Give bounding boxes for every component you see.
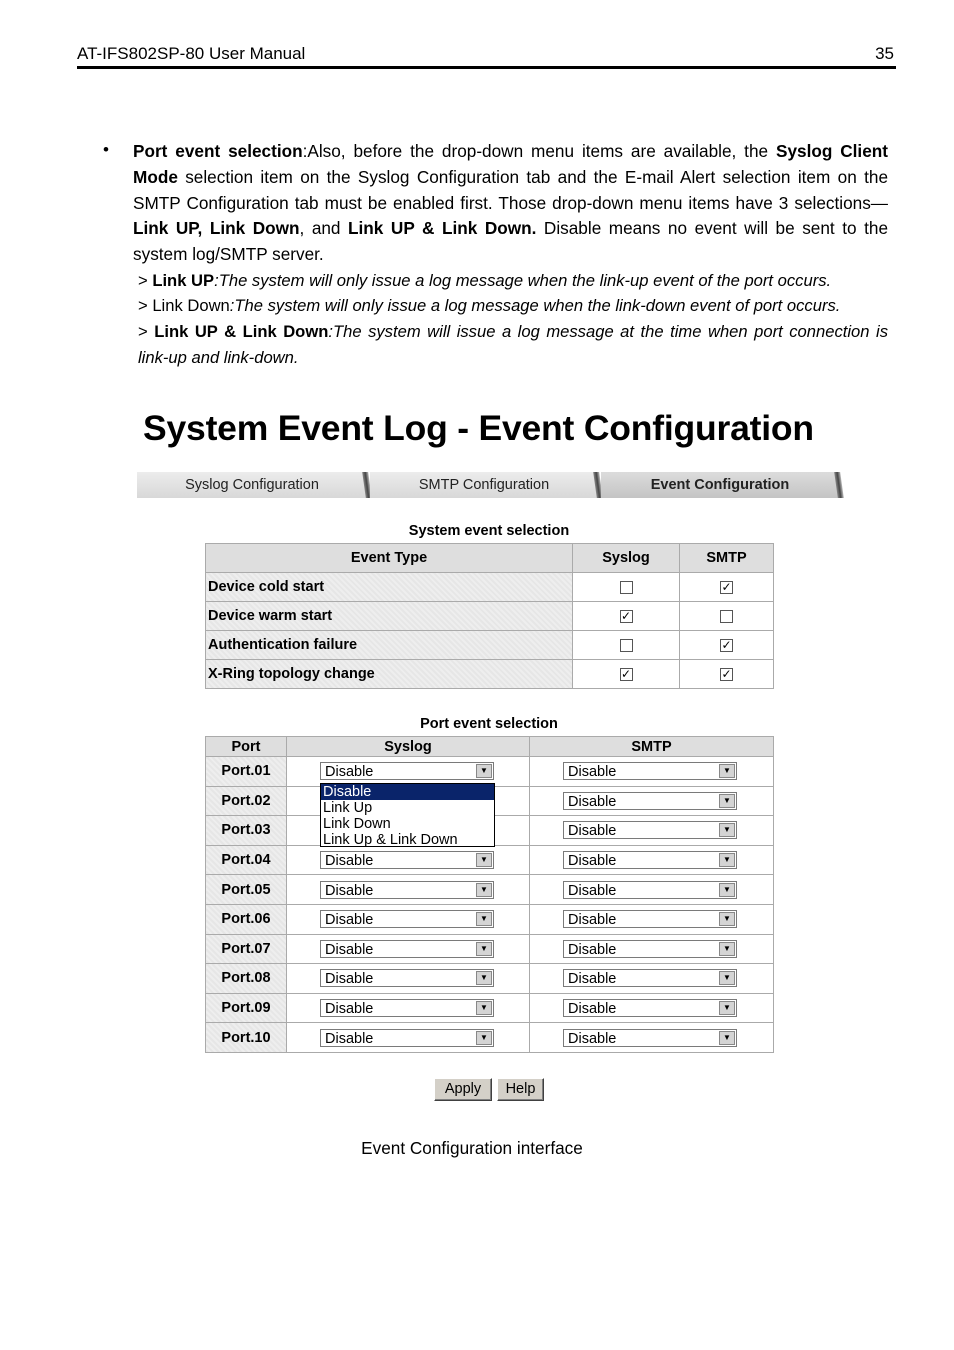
select-value: Disable <box>325 912 374 929</box>
port-row <box>206 875 774 905</box>
check-icon: ✓ <box>620 666 632 681</box>
select-value: Disable <box>568 882 617 899</box>
help-button[interactable]: Help <box>497 1078 544 1101</box>
port-smtp-select[interactable] <box>563 851 737 869</box>
port-smtp-cell <box>530 904 774 934</box>
syslog-checkbox-cell <box>573 573 680 602</box>
port-label: Port.10 <box>206 1023 287 1053</box>
port-label: Port.01 <box>206 757 287 787</box>
port-row <box>206 757 774 787</box>
term-syslog-client-mode: Syslog Client Mode <box>133 141 888 187</box>
header-port-syslog: Syslog <box>287 737 530 757</box>
system-event-row <box>206 631 774 660</box>
check-icon: ✓ <box>721 666 732 681</box>
port-event-caption: Port event selection <box>420 716 558 732</box>
select-value: Disable <box>325 1030 374 1047</box>
select-value: Disable <box>568 764 617 781</box>
event-type-label: Device warm start <box>206 602 573 631</box>
header-smtp: SMTP <box>680 544 774 573</box>
port-syslog-cell <box>287 1023 530 1053</box>
port-label: Port.04 <box>206 845 287 875</box>
port-label: Port.03 <box>206 816 287 846</box>
port-syslog-select[interactable] <box>320 910 494 928</box>
port-label: Port.06 <box>206 904 287 934</box>
port-syslog-cell <box>287 904 530 934</box>
port-smtp-cell <box>530 875 774 905</box>
port-smtp-cell <box>530 786 774 816</box>
port-label: Port.09 <box>206 993 287 1023</box>
checkbox-checked[interactable] <box>620 610 633 623</box>
select-value: Disable <box>568 941 617 958</box>
select-value: Disable <box>325 882 374 899</box>
checkbox-unchecked[interactable] <box>620 581 633 594</box>
apply-button[interactable]: Apply <box>434 1078 492 1101</box>
port-smtp-cell <box>530 757 774 787</box>
port-row <box>206 934 774 964</box>
port-smtp-select[interactable] <box>563 940 737 958</box>
select-value: Disable <box>568 1001 617 1018</box>
sub-item-link-up: > Link UP:The system will only issue a log message when the link-up event of the port occurs. <box>138 271 832 290</box>
select-value: Disable <box>568 823 617 840</box>
system-event-caption: System event selection <box>408 523 570 539</box>
checkbox-checked[interactable] <box>720 639 733 652</box>
port-label: Port.07 <box>206 934 287 964</box>
port-syslog-select[interactable] <box>320 762 494 780</box>
syslog-checkbox-cell <box>573 631 680 660</box>
intro-paragraph <box>133 139 888 268</box>
smtp-checkbox-cell <box>680 602 774 631</box>
tab-event-configuration[interactable]: Event Configuration <box>601 472 839 498</box>
intro-text-3: , and <box>299 218 349 239</box>
event-type-label: X-Ring topology change <box>206 660 573 689</box>
port-syslog-select[interactable] <box>320 851 494 869</box>
port-syslog-cell <box>287 845 530 875</box>
port-syslog-select[interactable] <box>320 969 494 987</box>
port-syslog-select[interactable] <box>320 1029 494 1047</box>
select-value: Disable <box>325 971 374 988</box>
port-syslog-cell <box>287 993 530 1023</box>
port-smtp-cell <box>530 1023 774 1053</box>
syslog-dropdown-list[interactable] <box>320 783 495 847</box>
select-value: Disable <box>568 793 617 810</box>
port-syslog-cell <box>287 875 530 905</box>
port-label: Port.05 <box>206 875 287 905</box>
port-smtp-cell <box>530 934 774 964</box>
port-row <box>206 845 774 875</box>
select-value: Disable <box>325 941 374 958</box>
port-smtp-select[interactable] <box>563 792 737 810</box>
header-port-smtp: SMTP <box>530 737 774 757</box>
term-link-up-and-down: Link UP & Link Down. <box>348 218 537 239</box>
header-syslog: Syslog <box>573 544 680 573</box>
chevron-down-icon[interactable]: ▼ <box>719 794 735 808</box>
select-value: Disable <box>325 853 374 870</box>
port-row <box>206 964 774 994</box>
chevron-down-icon[interactable]: ▼ <box>476 764 492 778</box>
checkbox-checked[interactable] <box>720 581 733 594</box>
tab-smtp-configuration[interactable]: SMTP Configuration <box>370 472 598 498</box>
screenshot-title: System Event Log - Event Configuration <box>143 408 814 448</box>
port-syslog-select[interactable] <box>320 999 494 1017</box>
port-syslog-cell <box>287 934 530 964</box>
port-label: Port.08 <box>206 964 287 994</box>
port-syslog-select[interactable] <box>320 881 494 899</box>
port-smtp-select[interactable] <box>563 910 737 928</box>
header-rule <box>77 66 896 69</box>
port-label: Port.02 <box>206 786 287 816</box>
port-smtp-cell <box>530 845 774 875</box>
chevron-down-icon[interactable]: ▼ <box>719 823 735 837</box>
system-event-table <box>205 543 774 689</box>
intro-text-1: :Also, before the drop-down menu items are available, the <box>302 141 776 161</box>
dropdown-option-link-up-down[interactable]: Link Up & Link Down <box>323 832 458 848</box>
syslog-checkbox-cell <box>573 660 680 689</box>
port-row <box>206 1023 774 1053</box>
dropdown-option-link-down[interactable]: Link Down <box>323 816 391 832</box>
header-port: Port <box>206 737 287 757</box>
port-smtp-cell <box>530 993 774 1023</box>
port-smtp-select[interactable] <box>563 881 737 899</box>
port-smtp-select[interactable] <box>563 999 737 1017</box>
chevron-down-icon[interactable]: ▼ <box>719 1031 735 1045</box>
system-event-row <box>206 660 774 689</box>
intro-text-2: selection item on the Syslog Configuration tab and the E-mail Alert selection item on the SMTP Configuration tab must be enabled first. Those drop-down menu items have 3 selections— <box>133 166 888 213</box>
port-smtp-select[interactable] <box>563 1029 737 1047</box>
intro-text-4: Disable means no event will be sent to the system log/SMTP server. <box>133 218 889 265</box>
port-syslog-select[interactable] <box>320 940 494 958</box>
dropdown-option-disable[interactable]: Disable <box>321 784 494 800</box>
checkbox-unchecked[interactable] <box>620 639 633 652</box>
port-syslog-cell <box>287 757 530 787</box>
figure-caption: Event Configuration interface <box>361 1138 583 1158</box>
select-value: Disable <box>568 912 617 929</box>
select-value: Disable <box>325 764 374 781</box>
system-event-row <box>206 573 774 602</box>
chevron-down-icon[interactable]: ▼ <box>476 853 492 867</box>
port-smtp-cell <box>530 816 774 846</box>
tab-bar <box>137 472 842 498</box>
page-number: 35 <box>875 44 894 63</box>
tab-syslog-configuration[interactable]: Syslog Configuration <box>137 472 367 498</box>
check-icon: ✓ <box>721 637 732 652</box>
manual-title: AT-IFS802SP-80 User Manual <box>77 44 306 63</box>
dropdown-option-link-up[interactable]: Link Up <box>323 800 373 816</box>
check-icon: ✓ <box>620 608 632 623</box>
port-smtp-select[interactable] <box>563 821 737 839</box>
chevron-down-icon[interactable]: ▼ <box>719 942 735 956</box>
port-row <box>206 993 774 1023</box>
select-value: Disable <box>568 853 617 870</box>
term-link-up-down: Link UP, Link Down <box>133 218 300 239</box>
bullet-marker: • <box>103 140 109 159</box>
chevron-down-icon[interactable]: ▼ <box>719 883 735 897</box>
chevron-down-icon[interactable]: ▼ <box>719 1001 735 1015</box>
port-smtp-select[interactable] <box>563 762 737 780</box>
smtp-checkbox-cell <box>680 631 774 660</box>
chevron-down-icon[interactable]: ▼ <box>476 1001 492 1015</box>
chevron-down-icon[interactable]: ▼ <box>719 912 735 926</box>
check-icon: ✓ <box>721 579 732 594</box>
chevron-down-icon[interactable]: ▼ <box>476 942 492 956</box>
chevron-down-icon[interactable]: ▼ <box>476 912 492 926</box>
sub-item-link-down: > Link Down:The system will only issue a log message when the link-down event of port occurs. <box>138 296 841 315</box>
port-smtp-cell <box>530 964 774 994</box>
term-port-event-selection: Port event selection <box>133 141 303 161</box>
chevron-down-icon[interactable]: ▼ <box>719 971 735 985</box>
chevron-down-icon[interactable]: ▼ <box>476 1031 492 1045</box>
event-type-label: Authentication failure <box>206 631 573 660</box>
port-row <box>206 904 774 934</box>
chevron-down-icon[interactable]: ▼ <box>719 853 735 867</box>
smtp-checkbox-cell <box>680 573 774 602</box>
header-event-type: Event Type <box>206 544 573 573</box>
system-event-row <box>206 602 774 631</box>
port-smtp-select[interactable] <box>563 969 737 987</box>
select-value: Disable <box>568 971 617 988</box>
sub-item-link-up-and-down: > Link UP & Link Down:The system will issue a log message at the time when port connection is link-up and link-down. <box>138 322 888 367</box>
chevron-down-icon[interactable]: ▼ <box>476 971 492 985</box>
checkbox-checked[interactable] <box>720 668 733 681</box>
select-value: Disable <box>568 1030 617 1047</box>
select-value: Disable <box>325 1001 374 1018</box>
chevron-down-icon[interactable]: ▼ <box>476 883 492 897</box>
checkbox-unchecked[interactable] <box>720 610 733 623</box>
checkbox-checked[interactable] <box>620 668 633 681</box>
smtp-checkbox-cell <box>680 660 774 689</box>
chevron-down-icon[interactable]: ▼ <box>719 764 735 778</box>
port-syslog-cell <box>287 964 530 994</box>
syslog-checkbox-cell <box>573 602 680 631</box>
event-type-label: Device cold start <box>206 573 573 602</box>
